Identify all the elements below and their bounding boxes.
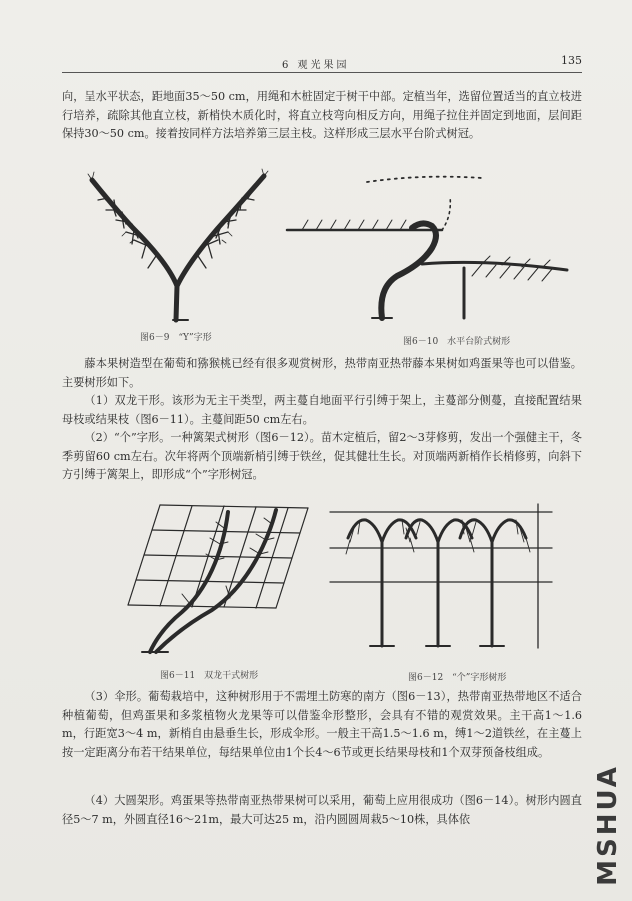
figure-ge-shape-hedgerow xyxy=(330,498,555,653)
page-number: 135 xyxy=(561,54,582,67)
paragraph-ge-shape: （2）“个”字形。一种篱架式树形（图6－12）。苗木定植后，留2～3芽修剪，发出一个强健主干，冬季剪留60 cm左右。次年将两个顶端新梢引缚于铁丝，促其健壮生长。对顶端两新梢作长梢修剪，向斜下方引缚于篱架上，即形成“个”字形树冠。 xyxy=(62,431,582,481)
paragraph-umbrella: （3）伞形。葡萄栽培中，这种树形用于不需埋土防寒的南方（图6－13），热带南亚热带地区不适合种植葡萄，但鸡蛋果和多浆植物火龙果等可以借鉴伞形整形，会具有不错的观赏效果。主干高1～1.6 m，行距宽3～4 m，新梢自由悬垂生长，形成伞形。一般主干高1.5～1.6 m，缚1～2道铁丝，在主蔓上按一定距离分布若干结果单位，每结果单位由1个长4～6节或更长结果母枝和1个双芽预备枝组成。 xyxy=(62,690,582,759)
figure-caption: 图6－9 “Y”字形 xyxy=(140,333,212,343)
paragraph-double-dragon: （1）双龙干形。该形为无主干类型，两主蔓自地面平行引缚于架上，主蔓部分侧蔓，直接配置结果母枝或结果枝（图6－11）。主蔓间距50 cm左右。 xyxy=(62,394,582,426)
running-header xyxy=(62,54,582,73)
figure-horizontal-tier-tree xyxy=(282,168,572,328)
figure-caption: 图6－11 双龙干式树形 xyxy=(160,671,259,681)
paragraph-continuation: 向，呈水平状态，距地面35～50 cm，用绳和木桩固定于树干中部。定植当年，选留位置适当的直立枝进行培养，疏除其他直立枝，新梢快木质化时，将直立枝弯向相反方向，用绳子拉住并固定到地面，层间距保持30～50 cm。接着按同样方法培养第三层主枝。这样形成三层水平台阶式树冠。 xyxy=(62,90,582,140)
figure-caption: 图6－10 水平台阶式树形 xyxy=(403,337,511,347)
figure-double-dragon-trellis xyxy=(120,500,310,655)
paragraph-big-circle: （4）大圆架形。鸡蛋果等热带南亚热带果树可以采用，葡萄上应用很成功（图6－14）。树形内圆直径5～7 m，外圆直径16～21m，最大可达25 m，沿内圆圆周栽5～10株，具体依 xyxy=(62,794,582,826)
figure-y-shape-tree xyxy=(78,168,278,328)
figure-caption: 图6－12 “个”字形树形 xyxy=(408,673,507,683)
watermark-logo xyxy=(588,760,628,890)
chapter-title: 6 观光果园 xyxy=(282,60,350,71)
paragraph-intro: 藤本果树造型在葡萄和猕猴桃已经有很多观赏树形，热带南亚热带藤本果树如鸡蛋果等也可以借鉴。主要树形如下。 xyxy=(62,357,582,389)
watermark-text: MSHUA xyxy=(593,764,624,886)
